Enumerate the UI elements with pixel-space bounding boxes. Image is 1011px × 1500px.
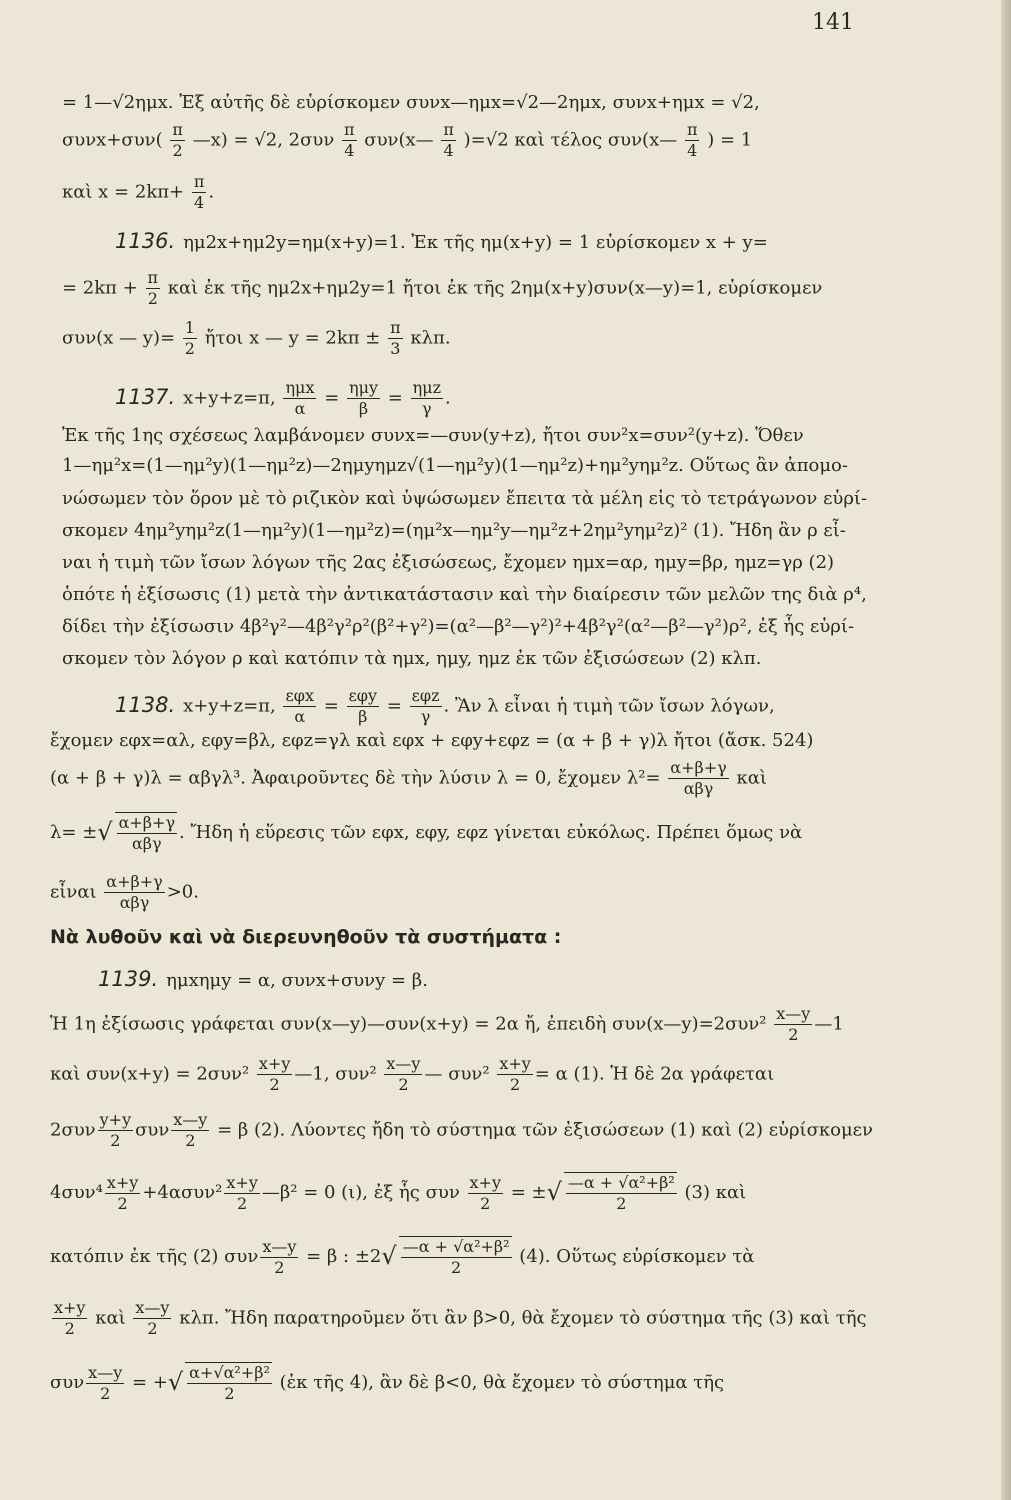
text-line: Ἡ 1η ἐξίσωσις γράφεται συν(x—y)—συν(x+y) = 2α ἤ, ἐπειδὴ συν(x—y)=2συν² $\frac{x—y}{2}$ —1	[50, 1004, 844, 1044]
text-line: καὶ x = 2kπ+ $\frac{\pi}{4}$ .	[62, 172, 215, 212]
text-line: κατόπιν ἐκ τῆς (2) συν $\frac{x—y}{2}$ = β : ±2√ $\frac{\text{—α + √α²+β²}}{2}$ (4). Οὕτως εὑρίσκομεν τὰ	[50, 1236, 755, 1277]
text-line: Ἐκ τῆς 1ης σχέσεως λαμβάνομεν συνx=—συν(y+z), ἤτοι συν²x=συν²(y+z). Ὅθεν	[62, 425, 804, 446]
text-line: ναι ἡ τιμὴ τῶν ἴσων λόγων τῆς 2ας ἐξισώσεως, ἔχομεν ημx=αρ, ημy=βρ, ημz=γρ (2)	[62, 552, 835, 573]
text-line: 1—ημ²x=(1—ημ²y)(1—ημ²z)—2ημyημz√(1—ημ²y)(1—ημ²z)+ημ²yημ²z. Οὕτως ἂν ἀπομο-	[62, 455, 848, 476]
text-line: σκομεν 4ημ²yημ²z(1—ημ²y)(1—ημ²z)=(ημ²x—ημ²y—ημ²z+2ημ²yημ²z)² (1). Ἤδη ἂν ρ εἶ-	[62, 520, 846, 541]
text-line: 4συν⁴ $\frac{x+y}{2}$ +4ασυν² $\frac{x+y}{2}$ —β² = 0 (ι), ἐξ ἧς συν $\frac{x+y}{2}$ = ±√ $\frac{\text{—α + √α²+β²}}{2}$ (3) καὶ	[50, 1172, 747, 1213]
exercise-1136: 1136. ημ2x+ημ2y=ημ(x+y)=1. Ἐκ τῆς ημ(x+y) = 1 εὑρίσκομεν x + y=	[115, 229, 768, 253]
text-line: συν(x — y)= $\frac{1}{2}$ ἤτοι x — y = 2kπ ± $\frac{\pi}{3}$ κλπ.	[62, 318, 451, 358]
text-line: (α + β + γ)λ = αβγλ³. Ἀφαιροῦντες δὲ τὴν λύσιν λ = 0, ἔχομεν λ²= α+β+γ αβγ καὶ	[50, 758, 767, 798]
text-line: ἔχομεν εφx=αλ, εφy=βλ, εφz=γλ καὶ εφx + εφy+εφz = (α + β + γ)λ ἤτοι (ἄσκ. 524)	[50, 730, 814, 751]
text-line: ὁπότε ἡ ἐξίσωσις (1) μετὰ τὴν ἀντικατάστασιν καὶ τὴν διαίρεσιν τῶν μελῶν της διὰ ρ⁴,	[62, 584, 867, 605]
text-line: νώσωμεν τὸν ὅρον μὲ τὸ ριζικὸν καὶ ὑψώσωμεν ἔπειτα τὰ μέλη εἰς τὸ τετράγωνον εὑρί-	[62, 488, 868, 509]
text-line: σκομεν τὸν λόγον ρ καὶ κατόπιν τὰ ημx, ημy, ημz ἐκ τῶν ἐξισώσεων (2) κλπ.	[62, 648, 762, 669]
page-edge	[1001, 0, 1011, 1500]
text-line: δίδει τὴν ἐξίσωσιν 4β²γ²—4β²γ²ρ²(β²+γ²)=(α²—β²—γ²)²+4β²γ²(α²—β²—γ²)ρ², ἐξ ἧς εὑρί-	[62, 616, 855, 637]
text-line: 2συν $\frac{y+y}{2}$ συν $\frac{x—y}{2}$ = β (2). Λύοντες ἤδη τὸ σύστημα τῶν ἐξισώσεων (1) καὶ (2) εὑρίσκομεν	[50, 1110, 873, 1150]
text-line: $\frac{x+y}{2}$ καὶ $\frac{x—y}{2}$ κλπ. Ἤδη παρατηροῦμεν ὅτι ἂν β>0, θὰ ἔχομεν τὸ σύστημα τῆς (3) καὶ τῆς	[54, 1298, 867, 1338]
exercise-1139: 1139. ημxημy = α, συνx+συνy = β.	[98, 967, 428, 991]
text-line: εἶναι α+β+γ αβγ >0.	[50, 872, 199, 912]
exercise-1137: 1137. x+y+z=π, ημx α = ημy β = ημz γ .	[115, 378, 451, 418]
text-line: = 1—√2ημx. Ἐξ αὐτῆς δὲ εὑρίσκομεν συνx—ημx=√2—2ημx, συνx+ημx = √2,	[62, 92, 760, 113]
section-heading: Νὰ λυθοῦν καὶ νὰ διερευνηθοῦν τὰ συστήματα :	[50, 926, 562, 948]
text-line: = 2kπ + $\frac{\pi}{2}$ καὶ ἐκ τῆς ημ2x+ημ2y=1 ἤτοι ἐκ τῆς 2ημ(x+y)συν(x—y)=1, εὑρίσκομεν	[62, 268, 823, 308]
exercise-1138: 1138. x+y+z=π, εφx α = εφy β = εφz γ . Ἂν λ εἶναι ἡ τιμὴ τῶν ἴσων λόγων,	[115, 686, 775, 726]
page-number: 141	[812, 10, 854, 35]
text-line: συν $\frac{x—y}{2}$ = +√ $\frac{\text{α+√α²+β²}}{2}$ (ἐκ τῆς 4), ἂν δὲ β<0, θὰ ἔχομεν τὸ σύστημα τῆς	[50, 1362, 725, 1403]
text-line: συνx+συν( $\frac{\pi}{2}$ —x) = √2, 2συν $\frac{\pi}{4}$ συν(x— $\frac{\pi}{4}$ )=√2 καὶ τέλος συν(x— $\frac{\pi}{4}$ ) = 1	[62, 120, 753, 160]
text-line: καὶ συν(x+y) = 2συν² $\frac{x+y}{2}$ —1, συν² $\frac{x—y}{2}$ — συν² $\frac{x+y}{2}$ = α (1). Ἡ δὲ 2α γράφεται	[50, 1054, 775, 1094]
text-line: λ= ±√ α+β+γ αβγ . Ἤδη ἡ εὕρεσις τῶν εφx, εφy, εφz γίνεται εὐκόλως. Πρέπει ὅμως νὰ	[50, 813, 803, 853]
